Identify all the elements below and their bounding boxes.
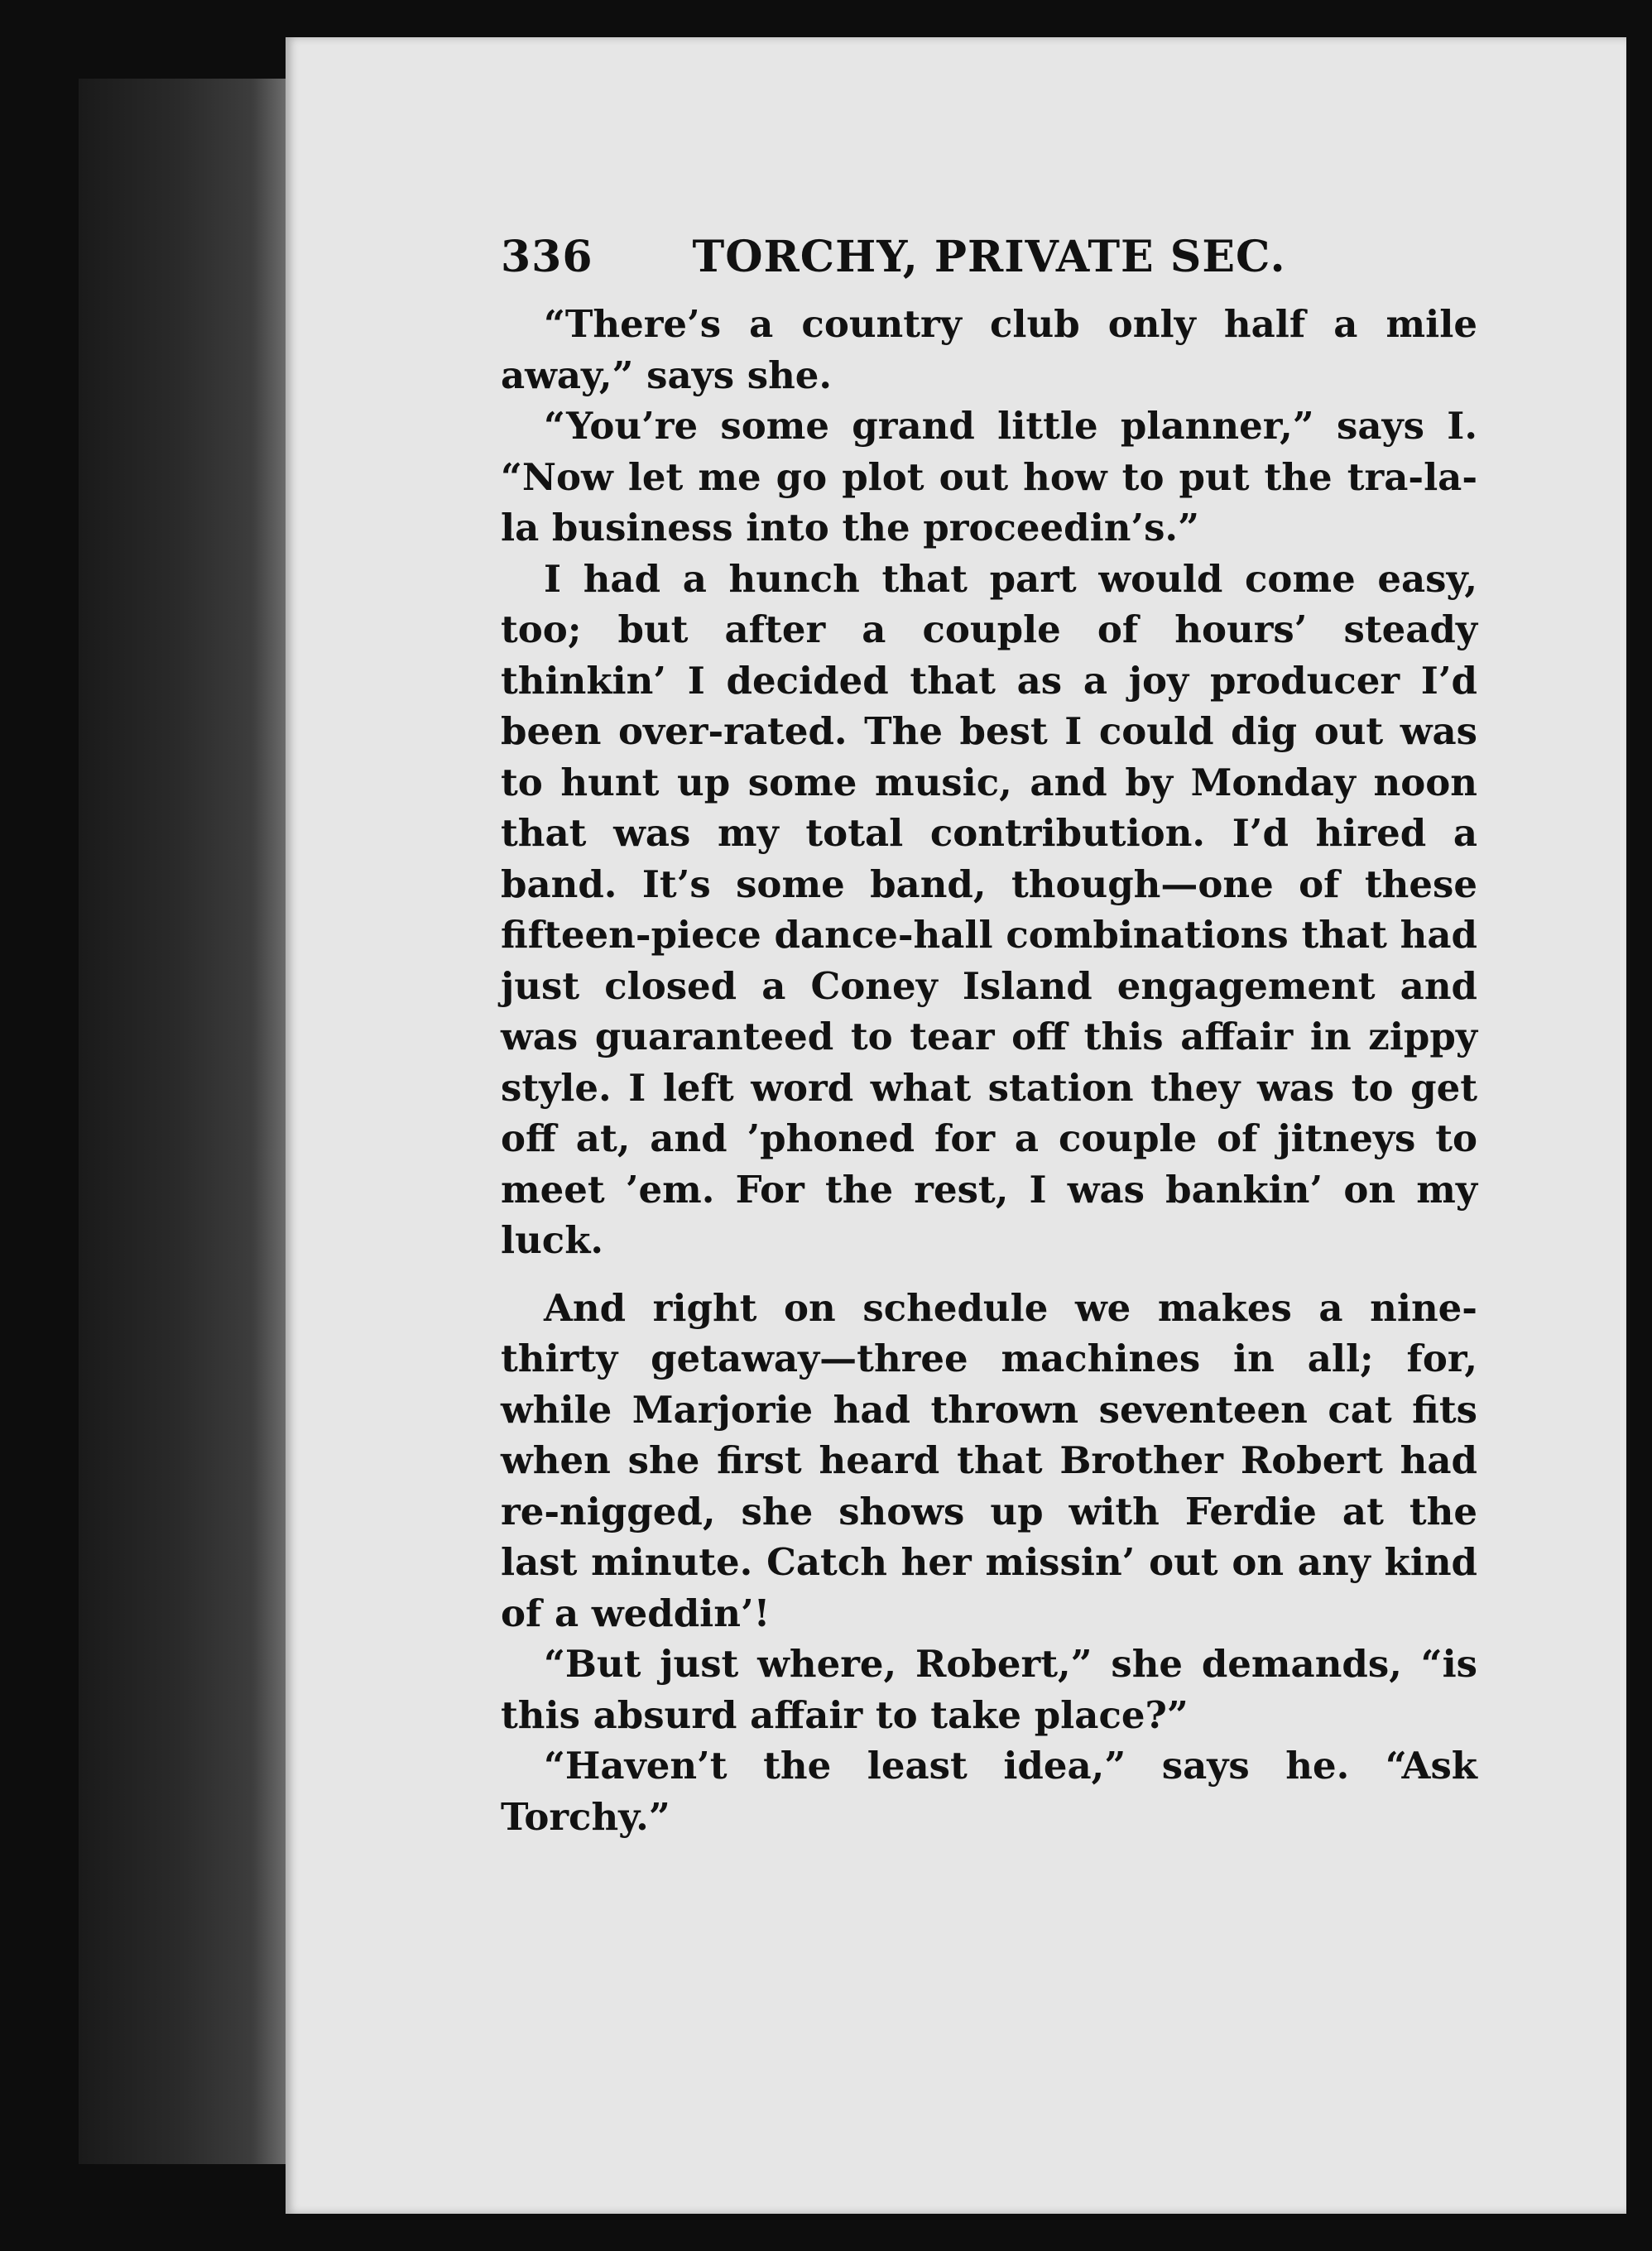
paragraph: “But just where, Robert,” she demands, “is this absurd affair to take place?” — [501, 1642, 1477, 1737]
paragraph: “You’re some grand little planner,” says I. “Now let me go plot out how to put the tra-la-la business into the proceedin’s.” — [501, 404, 1477, 550]
running-title: TORCHY, PRIVATE SEC. — [692, 232, 1286, 282]
page-number: 336 — [501, 232, 593, 282]
page-content — [501, 232, 1477, 1842]
paragraph: And right on schedule we makes a nine-thirty getaway—three machines in all; for, while Marjorie had thrown seventeen cat fits when she first heard that Brother Robert had re-nigged, she shows up with Ferdie at the last minute. Catch her missin’ out on any kind of a weddin’! — [501, 1285, 1477, 1635]
running-head — [501, 232, 1477, 282]
body-text — [501, 299, 1477, 1842]
page-sheet — [286, 37, 1626, 2214]
paragraph: I had a hunch that part would come easy, too; but after a couple of hours’ steady thinkin’ I decided that as a joy producer I’d been over-rated. The best I could dig out was to hunt up some music, and by Monday noon that was my total contribution. I’d hired a band. It’s some band, though—one of these fifteen-piece dance-hall combinations that had just closed a Coney Island engagement and was guaranteed to tear off this affair in zippy style. I left word what station they was to get off at, and ’phoned for a couple of jitneys to meet ’em. For the rest, I was bankin’ on my luck. — [501, 556, 1477, 1262]
paragraph: “Haven’t the least idea,” says he. “Ask Torchy.” — [501, 1744, 1477, 1839]
paragraph: “There’s a country club only half a mile away,” says she. — [501, 302, 1477, 397]
